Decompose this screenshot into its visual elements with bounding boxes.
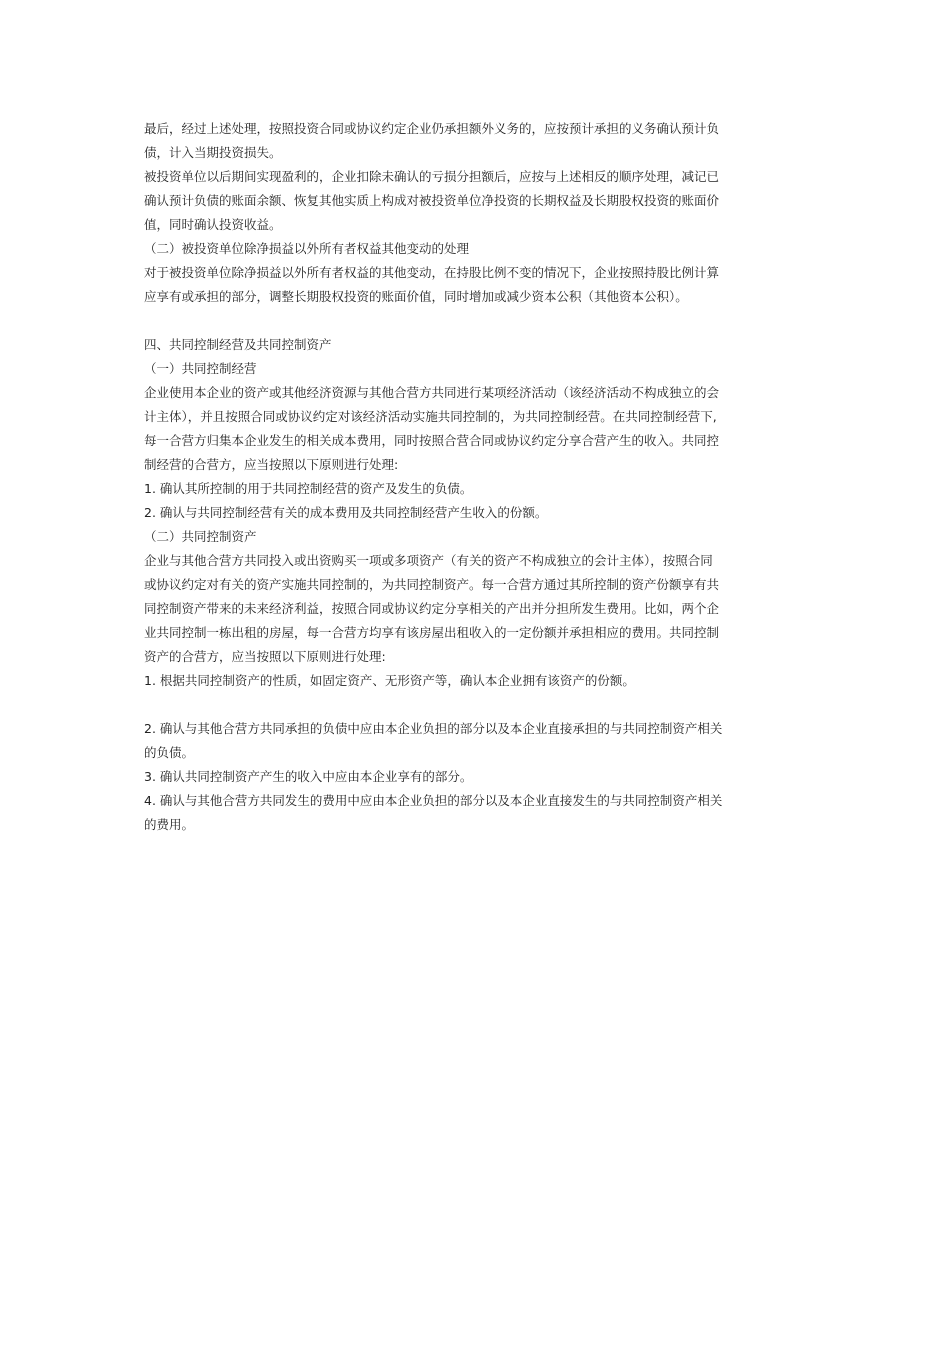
text-line: 的费用。 — [144, 817, 195, 832]
section-heading: （二）共同控制资产 — [144, 529, 257, 544]
list-item: 2. 确认与其他合营方共同承担的负债中应由本企业负担的部分以及本企业直接承担的与共同控制资产相关 — [144, 721, 723, 736]
text-line: 债，计入当期投资损失。 — [144, 145, 282, 160]
text-line: 企业与其他合营方共同投入或出资购买一项或多项资产（有关的资产不构成独立的会计主体），按照合同 — [144, 553, 713, 568]
text-line: 的负债。 — [144, 745, 195, 760]
list-item: 1. 确认其所控制的用于共同控制经营的资产及发生的负债。 — [144, 481, 473, 496]
text-line: 或协议约定对有关的资产实施共同控制的，为共同控制资产。每一合营方通过其所控制的资产份额享有共 — [144, 577, 720, 592]
text-line: 资产的合营方，应当按照以下原则进行处理: — [144, 649, 386, 664]
text-line: 业共同控制一栋出租的房屋，每一合营方均享有该房屋出租收入的一定份额并承担相应的费用。共同控制 — [144, 625, 720, 640]
text-line: 计主体），并且按照合同或协议约定对该经济活动实施共同控制的，为共同控制经营。在共同控制经营下, — [144, 409, 717, 424]
text-line: 每一合营方归集本企业发生的相关成本费用，同时按照合营合同或协议约定分享合营产生的收入。共同控 — [144, 433, 720, 448]
text-line: 确认预计负债的账面余额、恢复其他实质上构成对被投资单位净投资的长期权益及长期股权投资的账面价 — [144, 193, 720, 208]
text-line: 同控制资产带来的未来经济利益，按照合同或协议约定分享相关的产出并分担所发生费用。比如，两个企 — [144, 601, 720, 616]
list-item: 3. 确认共同控制资产产生的收入中应由本企业享有的部分。 — [144, 769, 473, 784]
section-heading: （一）共同控制经营 — [144, 361, 257, 376]
list-item: 4. 确认与其他合营方共同发生的费用中应由本企业负担的部分以及本企业直接发生的与共同控制资产相关 — [144, 793, 723, 808]
text-line: 应享有或承担的部分，调整长期股权投资的账面价值，同时增加或减少资本公积（其他资本公积）。 — [144, 289, 688, 304]
text-line: 值，同时确认投资收益。 — [144, 217, 282, 232]
text-line: 最后，经过上述处理，按照投资合同或协议约定企业仍承担额外义务的，应按预计承担的义务确认预计负 — [144, 121, 720, 136]
list-item: 2. 确认与共同控制经营有关的成本费用及共同控制经营产生收入的份额。 — [144, 505, 548, 520]
section-heading: 四、共同控制经营及共同控制资产 — [144, 337, 332, 352]
text-line: 制经营的合营方，应当按照以下原则进行处理: — [144, 457, 399, 472]
text-line: 被投资单位以后期间实现盈利的，企业扣除未确认的亏损分担额后，应按与上述相反的顺序处理，减记已 — [144, 169, 720, 184]
text-line: 企业使用本企业的资产或其他经济资源与其他合营方共同进行某项经济活动（该经济活动不构成独立的会 — [144, 385, 720, 400]
text-line: 对于被投资单位除净损益以外所有者权益的其他变动，在持股比例不变的情况下，企业按照持股比例计算 — [144, 265, 720, 280]
list-item: 1. 根据共同控制资产的性质，如固定资产、无形资产等，确认本企业拥有该资产的份额。 — [144, 673, 635, 688]
section-heading: （二）被投资单位除净损益以外所有者权益其他变动的处理 — [144, 241, 470, 256]
